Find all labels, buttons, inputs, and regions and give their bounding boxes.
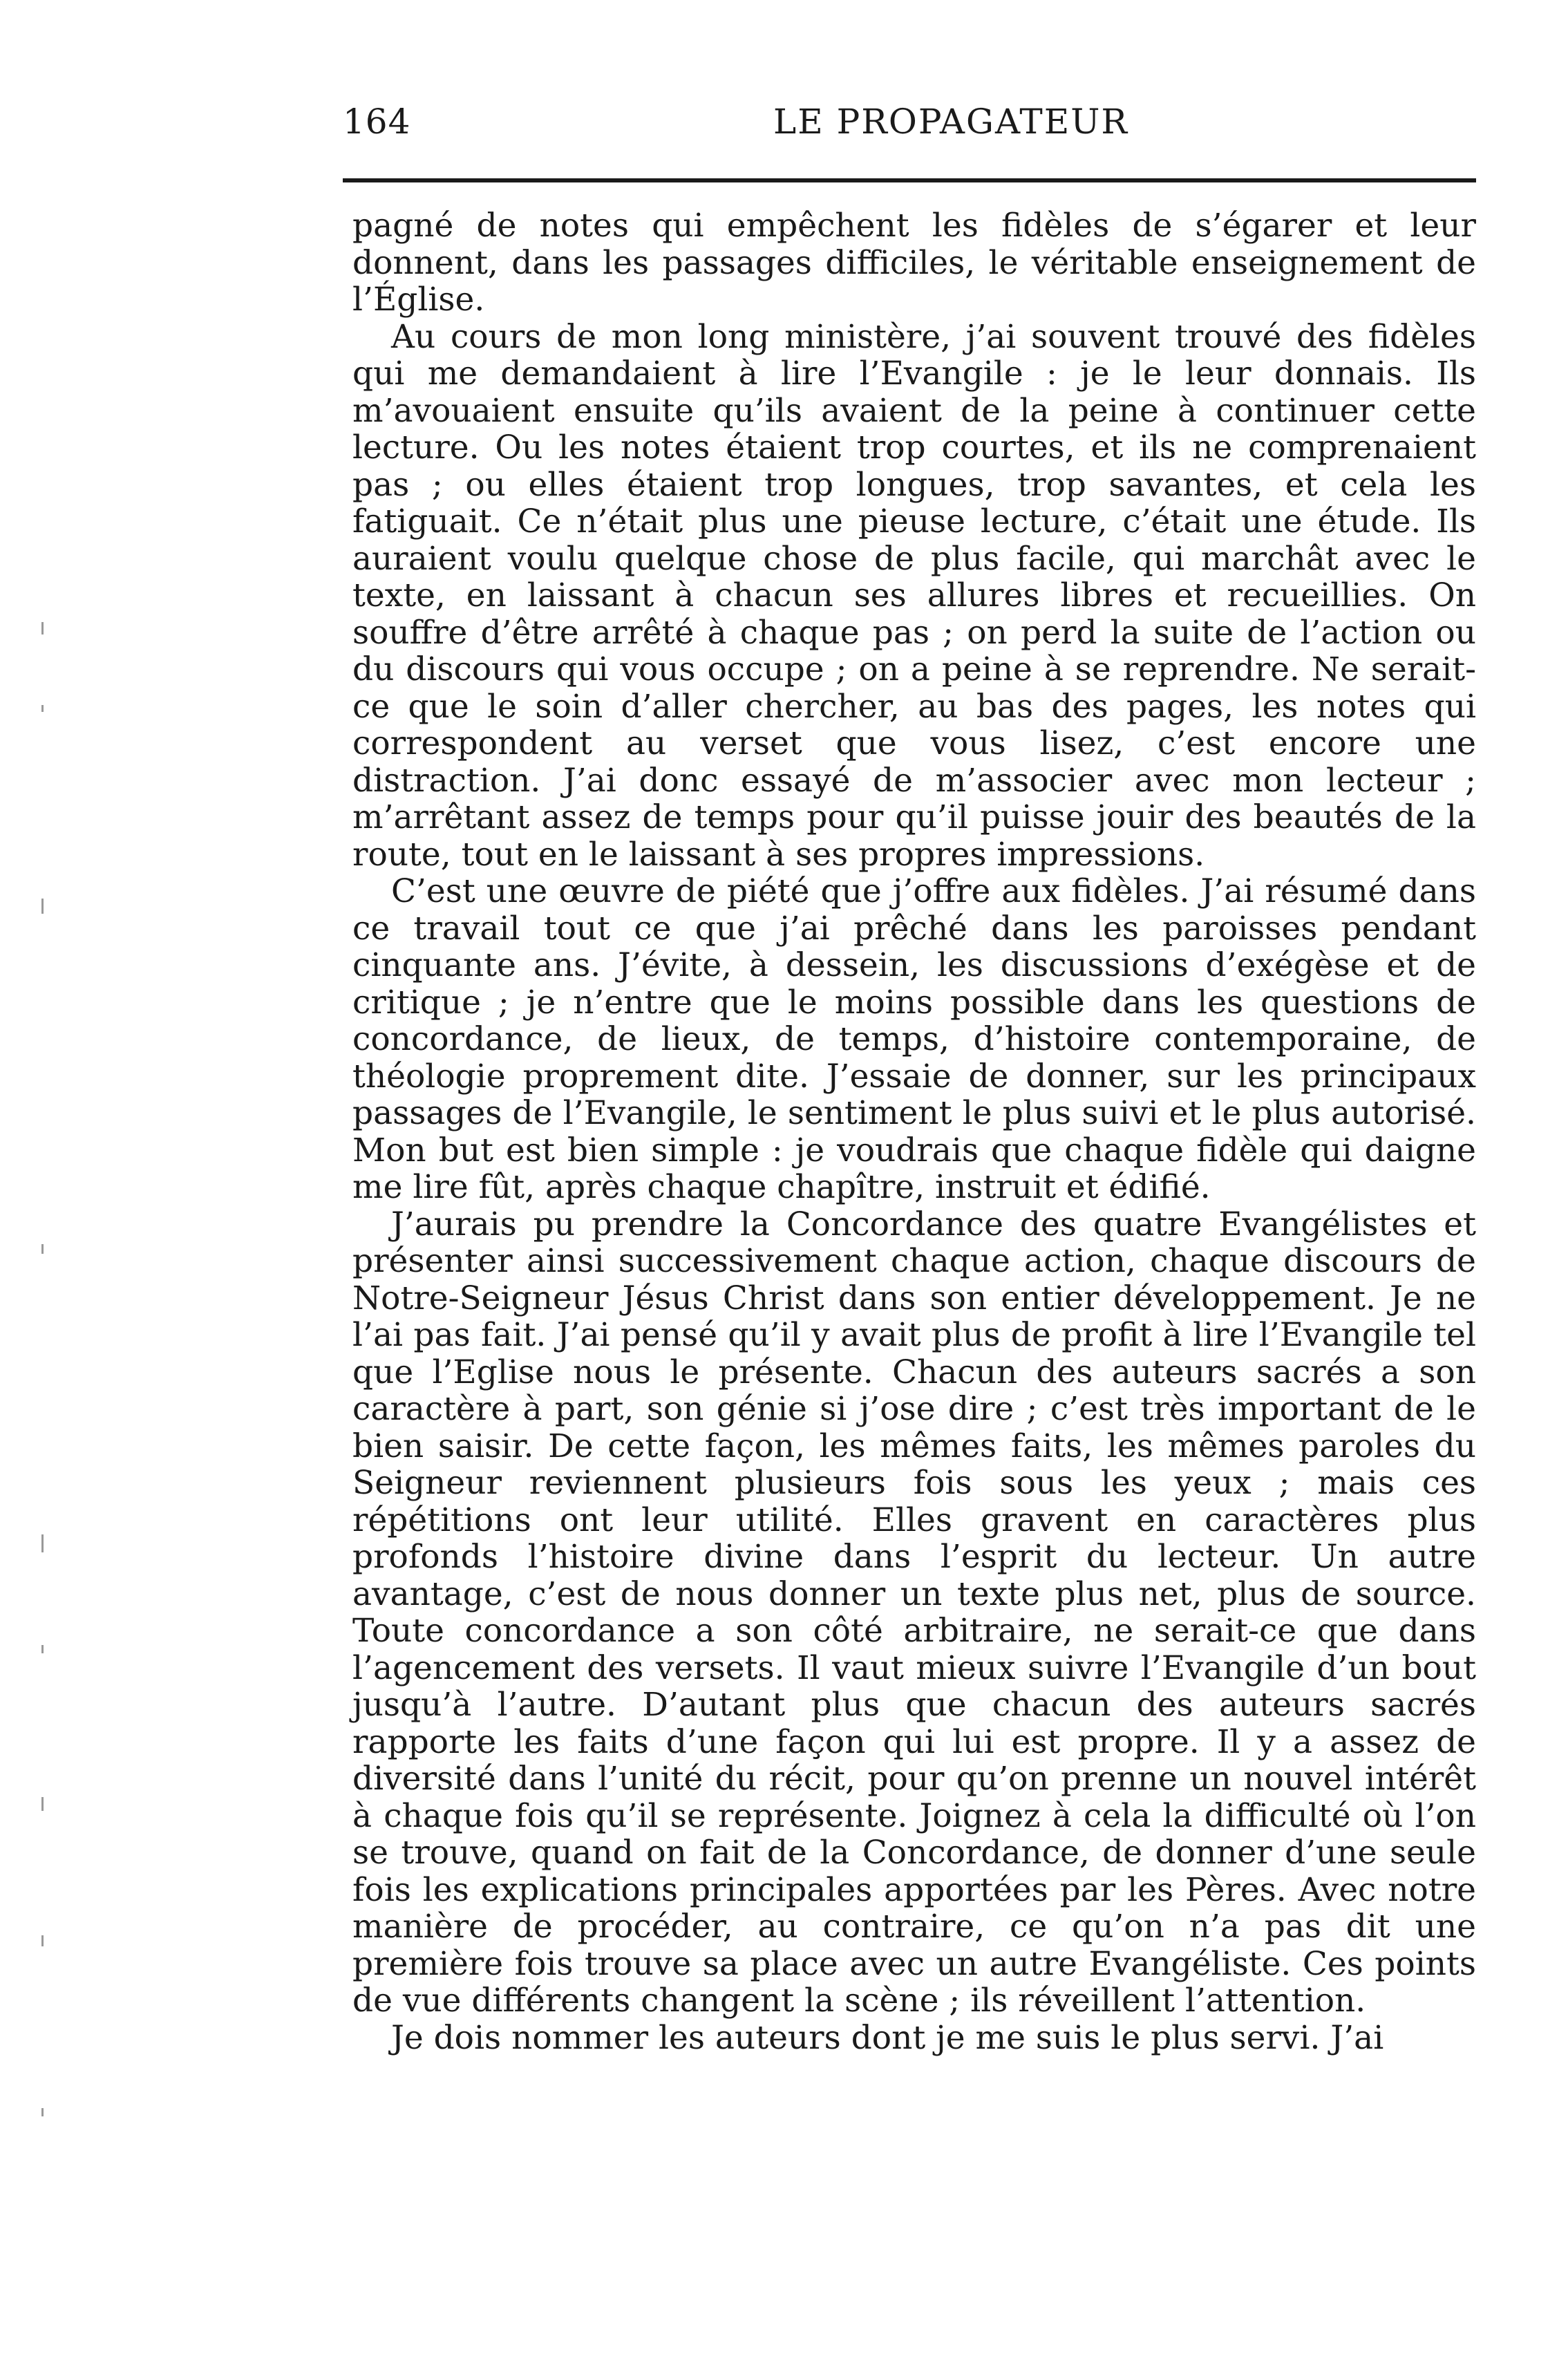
margin-scan-artifacts: [41, 622, 69, 2281]
paragraph-1: pagné de notes qui empêchent les fidèles de s’égarer et leur donnent, dans les passages difficiles, le véritable enseignement de l’Église.: [352, 207, 1476, 319]
scan-speck: [41, 2108, 44, 2116]
scan-speck: [41, 622, 44, 635]
page-number: 164: [343, 102, 411, 142]
paragraph-5: Je dois nommer les auteurs dont je me suis le plus servi. J’ai: [391, 2018, 1384, 2057]
scan-speck: [41, 1797, 44, 1811]
scan-speck: [41, 899, 44, 914]
scan-speck: [41, 705, 44, 712]
scan-speck: [41, 1244, 44, 1254]
body-text: [352, 207, 1476, 2056]
header-rule: [343, 178, 1476, 182]
scan-speck: [41, 1935, 44, 1946]
paragraph-2: Au cours de mon long ministère, j’ai souvent trouvé des fidèles qui me demandaient à lire l’Evangile : je le leur donnais. Ils m’avouaient ensuite qu’ils avaient de la peine à continuer cette lecture. Ou les notes étaient trop courtes, et ils ne comprenaient pas ; ou elles étaient trop longues, trop savantes, et cela les fatiguait. Ce n’était plus une pieuse lecture, c’était une étude. Ils auraient voulu quelque chose de plus facile, qui marchât avec le texte, en laissant à chacun ses allures libres et recueillies. On souffre d’être arrêté à chaque pas ; on perd la suite de l’action ou du discours qui vous occupe ; on a peine à se reprendre. Ne serait-ce que le soin d’aller chercher, au bas des pages, les notes qui correspondent au verset que vous lisez, c’est encore une distraction. J’ai donc essayé de m’associer avec mon lecteur ; m’arrêtant assez de temps pour qu’il puisse jouir des beautés de la route, tout en le laissant à ses propres impressions.: [352, 317, 1476, 874]
scan-speck: [41, 1534, 44, 1552]
running-title: LE PROPAGATEUR: [773, 102, 1128, 142]
scan-speck: [41, 1645, 44, 1653]
paragraph-3: C’est une œuvre de piété que j’offre aux fidèles. J’ai résumé dans ce travail tout ce que j’ai prêché dans les paroisses pendant cinquante ans. J’évite, à dessein, les discussions d’exégèse et de critique ; je n’entre que le moins possible dans les questions de concordance, de lieux, de temps, d’histoire contemporaine, de théologie proprement dite. J’essaie de donner, sur les principaux passages de l’Evangile, le sentiment le plus suivi et le plus autorisé. Mon but est bien simple : je voudrais que chaque fidèle qui daigne me lire fût, après chaque chapître, instruit et édifié.: [352, 872, 1476, 1206]
page-header: [343, 94, 1476, 149]
paragraph-4: J’aurais pu prendre la Concordance des quatre Evangélistes et présenter ainsi successivement chaque action, chaque discours de Notre-Seigneur Jésus Christ dans son entier développement. Je ne l’ai pas fait. J’ai pensé qu’il y avait plus de profit à lire l’Evangile tel que l’Eglise nous le présente. Chacun des auteurs sacrés a son caractère à part, son génie si j’ose dire ; c’est très important de le bien saisir. De cette façon, les mêmes faits, les mêmes paroles du Seigneur reviennent plusieurs fois sous les yeux ; mais ces répétitions ont leur utilité. Elles gravent en caractères plus profonds l’histoire divine dans l’esprit du lecteur. Un autre avantage, c’est de nous donner un texte plus net, plus de source. Toute concordance a son côté arbitraire, ne serait-ce que dans l’agencement des versets. Il vaut mieux suivre l’Evangile d’un bout jusqu’à l’autre. D’autant plus que chacun des auteurs sacrés rapporte les faits d’une façon qui lui est propre. Il y a assez de diversité dans l’unité du récit, pour qu’on prenne un nouvel intérêt à chaque fois qu’il se représente. Joignez à cela la difficulté où l’on se trouve, quand on fait de la Concordance, de donner d’une seule fois les explications principales apportées par les Pères. Avec notre manière de procéder, au contraire, ce qu’on n’a pas dit une première fois trouve sa place avec un autre Evangéliste. Ces points de vue différents changent la scène ; ils réveillent l’attention.: [352, 1205, 1476, 2020]
